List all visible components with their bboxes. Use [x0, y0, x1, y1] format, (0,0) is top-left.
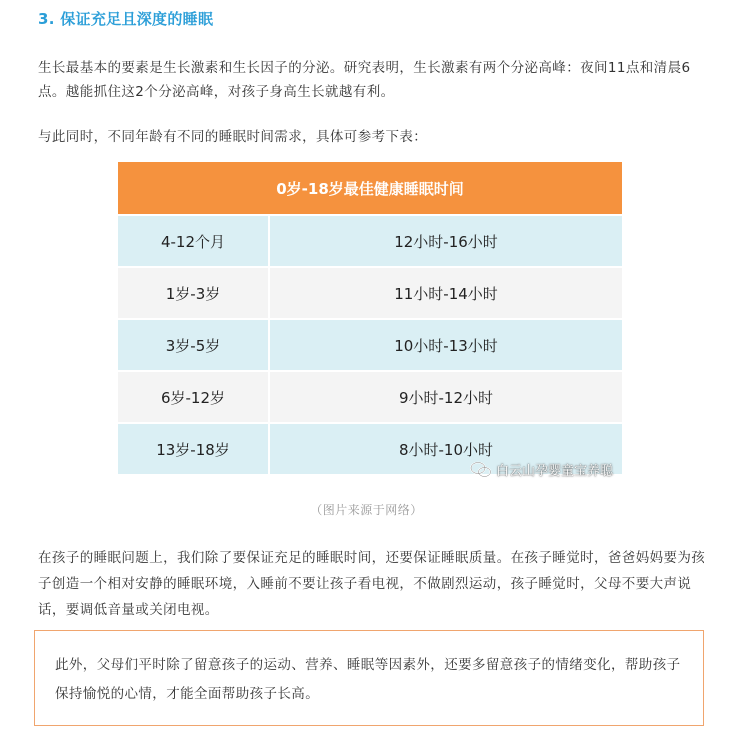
age-cell: 6岁-12岁 — [118, 372, 270, 422]
paragraph-intro-table: 与此同时，不同年龄有不同的睡眠时间需求，具体可参考下表： — [38, 129, 428, 145]
wechat-icon — [470, 461, 492, 479]
paragraph-growth-hormone: 生长最基本的要素是生长激素和生长因子的分泌。研究表明，生长激素有两个分泌高峰：夜间11点和清晨6点。越能抓住这2个分泌高峰，对孩子身高生长就越有利。 — [38, 60, 691, 100]
table-title: 0岁-18岁最佳健康睡眠时间 — [118, 162, 622, 216]
age-cell: 3岁-5岁 — [118, 320, 270, 370]
section-heading: 3. 保证充足且深度的睡眠 — [38, 10, 214, 28]
watermark — [470, 460, 613, 479]
hours-cell: 11小时-14小时 — [394, 284, 498, 303]
watermark-text: 白云山孕婴童宝养聪 — [496, 464, 614, 479]
age-cell: 13岁-18岁 — [118, 424, 270, 474]
age-cell: 4-12个月 — [118, 216, 270, 266]
paragraph-sleep-quality: 在孩子的睡眠问题上，我们除了要保证充足的睡眠时间，还要保证睡眠质量。在孩子睡觉时，爸爸妈妈要为孩子创造一个相对安静的睡眠环境，入睡前不要让孩子看电视，不做剧烈运动，孩子睡觉时，父母不要大声说话，要调低音量或关闭电视。 — [38, 550, 706, 618]
hours-cell: 8小时-10小时 — [398, 440, 494, 459]
hours-cell: 9小时-12小时 — [398, 388, 494, 407]
hours-cell: 10小时-13小时 — [394, 336, 498, 355]
sleep-time-table — [118, 162, 622, 474]
hours-cell: 12小时-16小时 — [394, 232, 498, 251]
table-row — [118, 268, 622, 320]
note-text: 此外，父母们平时除了留意孩子的运动、营养、睡眠等因素外，还要多留意孩子的情绪变化，帮助孩子保持愉悦的心情，才能全面帮助孩子长高。 — [55, 657, 681, 702]
image-caption: （图片来源于网络） — [310, 503, 423, 517]
table-row — [118, 216, 622, 268]
note-box — [34, 630, 704, 726]
table-row — [118, 372, 622, 424]
table-row — [118, 320, 622, 372]
age-cell: 1岁-3岁 — [118, 268, 270, 318]
